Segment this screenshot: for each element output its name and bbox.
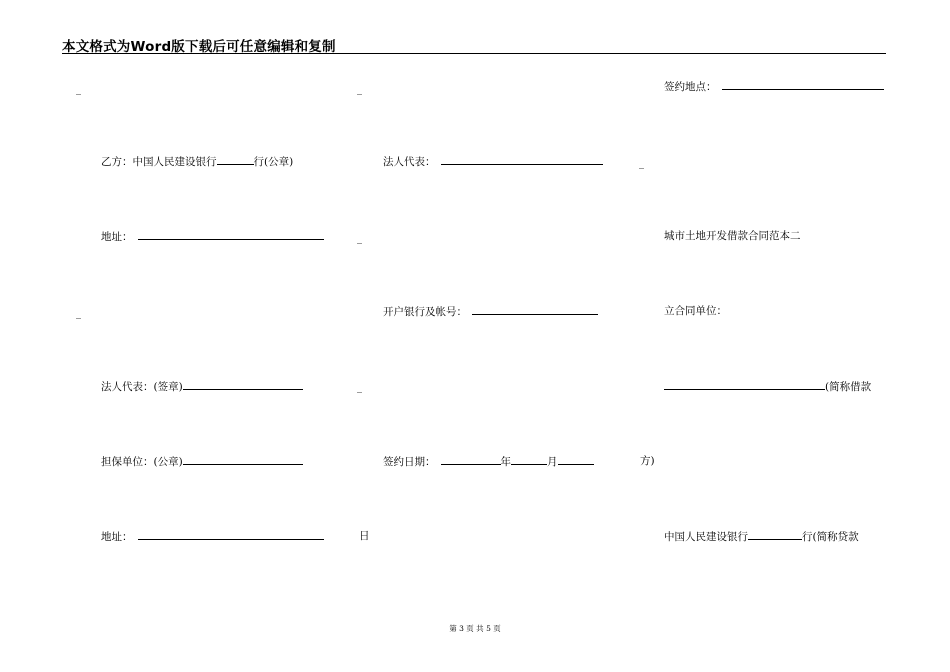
legal-rep-line-1 <box>101 379 303 394</box>
party-b-label: 乙方：中国人民建设银行 <box>101 156 217 168</box>
address-line <box>101 229 324 244</box>
guarantor-line <box>101 454 303 469</box>
borrower-blank <box>664 379 825 390</box>
parties-label: 立合同单位： <box>664 305 727 317</box>
blank-mark: _ <box>76 84 81 95</box>
sign-date-label: 签约日期： <box>383 456 436 468</box>
address-blank <box>138 229 324 240</box>
sign-date-line <box>383 454 594 469</box>
address-line-2 <box>101 529 324 544</box>
year-blank <box>441 454 501 465</box>
month-blank <box>511 454 547 465</box>
day-blank <box>558 454 594 465</box>
guarantor-blank <box>183 454 303 465</box>
branch-blank <box>217 154 254 165</box>
legal-rep-label-2: 法人代表： <box>383 156 436 168</box>
legal-rep-blank-2 <box>441 154 603 165</box>
page-footer <box>0 623 950 634</box>
guarantor-label: 担保单位：(公章) <box>101 456 183 468</box>
borrower-suffix: (简称借款 <box>825 381 872 393</box>
bank-account-line <box>383 304 598 319</box>
address-blank-2 <box>138 529 324 540</box>
year-label: 年 <box>500 456 511 468</box>
blank-mark: _ <box>357 233 362 244</box>
sign-place-label: 签约地点： <box>664 81 717 93</box>
bank-name: 中国人民建设银行 <box>664 531 748 543</box>
sign-place-blank <box>722 79 884 90</box>
page-total: 5 <box>486 624 491 633</box>
day-label: 日 <box>359 530 370 542</box>
party-b-line <box>101 154 293 169</box>
lender-line <box>664 529 859 544</box>
page-suffix: 页 <box>493 624 501 633</box>
legal-rep-line-2 <box>383 154 603 169</box>
month-label: 月 <box>547 456 558 468</box>
header-rule <box>62 53 886 54</box>
address-label-2: 地址： <box>101 531 133 543</box>
page-current: 3 <box>459 624 464 633</box>
borrower-line <box>664 379 871 394</box>
document-header: 本文格式为Word版下载后可任意编辑和复制 <box>62 39 336 55</box>
blank-mark: _ <box>357 84 362 95</box>
address-label: 地址： <box>101 231 133 243</box>
contract-title: 城市土地开发借款合同范本二 <box>664 230 801 242</box>
fang-label: 方) <box>640 455 655 467</box>
lender-suffix: 行(简称贷款 <box>802 531 859 543</box>
bank-account-label: 开户银行及帐号： <box>383 306 467 318</box>
party-b-suffix: 行(公章) <box>253 156 294 168</box>
sign-place-line <box>664 79 884 94</box>
page-prefix: 第 <box>449 624 457 633</box>
blank-mark: _ <box>76 308 81 319</box>
page-mid: 页 共 <box>466 624 484 633</box>
legal-rep-label-1: 法人代表：(签章) <box>101 381 183 393</box>
blank-mark: _ <box>639 158 644 169</box>
lender-branch-blank <box>748 529 802 540</box>
blank-mark: _ <box>357 382 362 393</box>
legal-rep-blank-1 <box>183 379 303 390</box>
bank-account-blank <box>472 304 598 315</box>
